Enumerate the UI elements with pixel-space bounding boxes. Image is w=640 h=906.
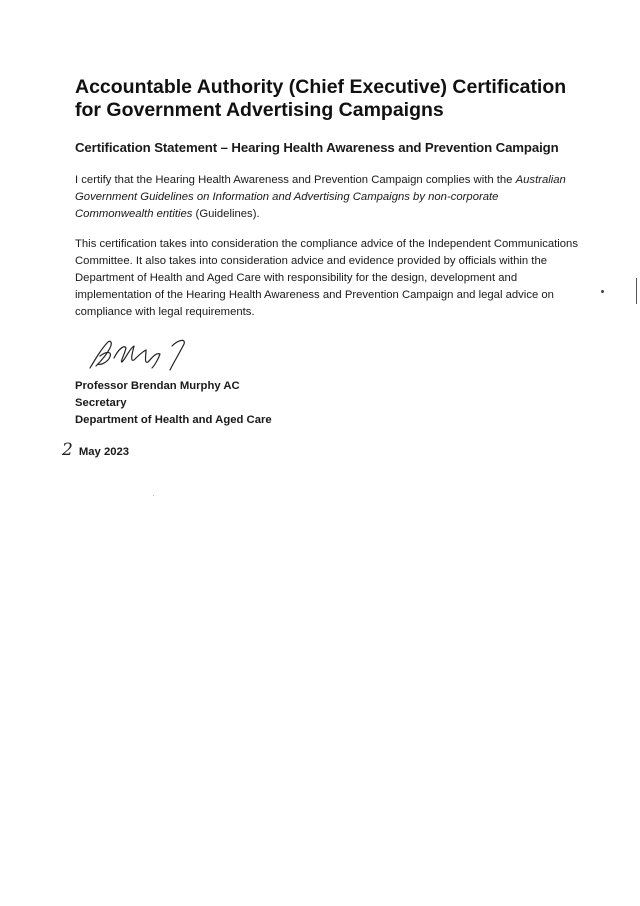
signatory-role: Secretary bbox=[75, 397, 127, 409]
document-title: Accountable Authority (Chief Executive) Certification for Government Advertising Campaigns bbox=[75, 76, 567, 121]
handwritten-signature bbox=[86, 334, 196, 374]
signatory-block bbox=[75, 378, 272, 429]
certification-paragraph bbox=[75, 172, 580, 223]
signatory-name: Professor Brendan Murphy AC bbox=[75, 380, 240, 392]
signatory-department: Department of Health and Aged Care bbox=[75, 414, 272, 426]
paragraph-text-end: (Guidelines). bbox=[192, 208, 260, 220]
scan-artifact-speck bbox=[153, 495, 154, 496]
consideration-paragraph: This certification takes into consideration the compliance advice of the Independent Communications Committee. It also takes into consideration advice and evidence provided by officials within the Department of Health and Aged Care with responsibility for the design, development and implementation of the Hearing Health Awareness and Prevention Campaign and legal advice on compliance with legal requirements. bbox=[75, 238, 578, 318]
date-month-year: May 2023 bbox=[78, 446, 130, 458]
signature-date bbox=[62, 440, 129, 460]
scan-artifact-line bbox=[636, 278, 637, 304]
handwritten-day: 2 bbox=[62, 440, 73, 460]
scan-artifact-dot bbox=[601, 290, 604, 293]
guidelines-title: Australian Government Guidelines on Information and Advertising Campaigns by non-corporate Commonwealth entities bbox=[75, 174, 566, 220]
paragraph-text: I certify that the Hearing Health Awareness and Prevention Campaign complies with the bbox=[75, 174, 516, 186]
certification-statement-heading: Certification Statement – Hearing Health Awareness and Prevention Campaign bbox=[75, 140, 559, 155]
